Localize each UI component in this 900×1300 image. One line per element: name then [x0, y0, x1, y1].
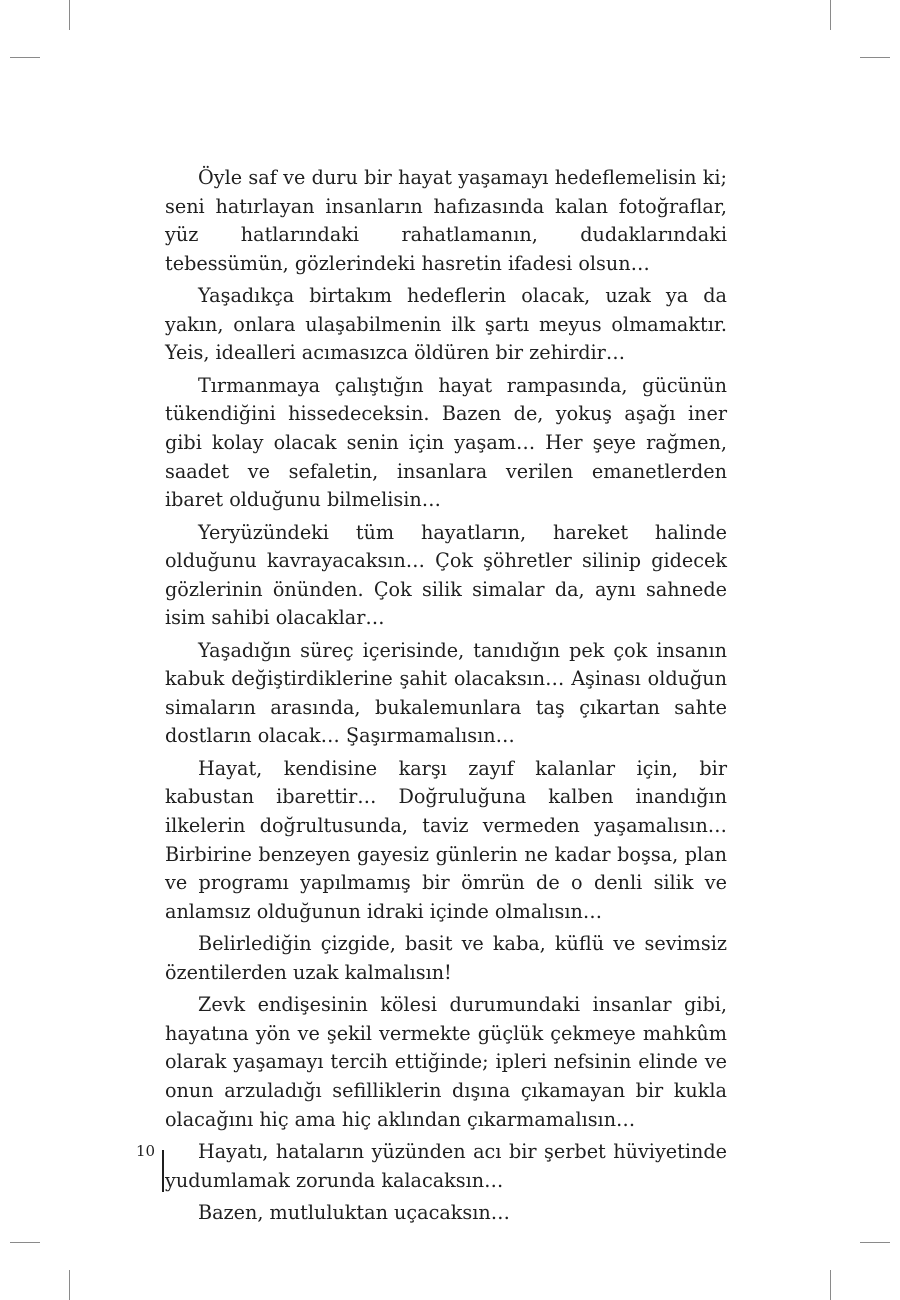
paragraph-1: Öyle saf ve duru bir hayat yaşamayı hedeflemelisin ki; seni hatırlayan insanların hafızasında kalan fotoğraflar, yüz hatlarındaki rahatlamanın, dudaklarındaki tebessümün, gözlerindeki hasretin ifadesi olsun… [165, 166, 727, 275]
crop-mark-top-right-vertical [830, 0, 831, 30]
paragraph-6: Hayat, kendisine karşı zayıf kalanlar için, bir kabustan ibarettir… Doğruluğuna kalben inandığın ilkelerin doğrultusunda, taviz vermeden yaşamalısın… Birbirine benzeyen gayesiz günlerin ne kadar boşsa, plan ve programı yapılmamış bir ömrün de o denli silik ve anlamsız olduğunun idraki içinde olmalısın… [165, 756, 727, 923]
paragraph-8: Zevk endişesinin kölesi durumundaki insanlar gibi, hayatına yön ve şekil vermekte güçlük çekmeye mahkûm olarak yaşamayı tercih ettiğinde; ipleri nefsinin elinde ve onun arzuladığı sefilliklerin dışına çıkamayan bir kukla olacağını hiç ama hiç aklından çıkarmamalısın… [165, 993, 727, 1131]
paragraph-4: Yeryüzündeki tüm hayatların, hareket halinde olduğunu kavrayacaksın… Çok şöhretler silinip gidecek gözlerinin önünden. Çok silik simalar da, aynı sahnede isim sahibi olacaklar… [165, 520, 727, 630]
paragraph-9: Hayatı, hataların yüzünden acı bir şerbet hüviyetinde yudumlamak zorunda kalacaksın… [165, 1139, 727, 1192]
crop-mark-top-right-horizontal [860, 57, 890, 58]
crop-mark-bottom-left-horizontal [10, 1242, 40, 1243]
paragraph-10: Bazen, mutluluktan uçacaksın… [198, 1200, 510, 1224]
crop-mark-bottom-right-horizontal [860, 1242, 890, 1243]
paragraph-5: Yaşadığın süreç içerisinde, tanıdığın pek çok insanın kabuk değiştirdiklerine şahit olacaksın… Aşinası olduğun simaların arasında, bukalemunlara taş çıkartan sahte dostların olacak… Şaşırmamalısın… [165, 638, 727, 748]
crop-mark-bottom-left-vertical [69, 1270, 70, 1300]
page-number: 10 [136, 1142, 156, 1160]
crop-mark-top-left-horizontal [10, 57, 40, 58]
body-text [165, 164, 727, 1231]
page-number-rule [162, 1150, 164, 1192]
crop-mark-bottom-right-vertical [830, 1270, 831, 1300]
paragraph-3: Tırmanmaya çalıştığın hayat rampasında, gücünün tükendiğini hissedeceksin. Bazen de, yokuş aşağı iner gibi kolay olacak senin için yaşam… Her şeye rağmen, saadet ve sefaletin, insanlara verilen emanetlerden ibaret olduğunu bilmelisin… [165, 373, 727, 512]
crop-mark-top-left-vertical [69, 0, 70, 30]
paragraph-7: Belirlediğin çizgide, basit ve kaba, küflü ve sevimsiz özentilerden uzak kalmalısın! [165, 932, 727, 984]
paragraph-2: Yaşadıkça birtakım hedeflerin olacak, uzak ya da yakın, onlara ulaşabilmenin ilk şartı meyus olmamaktır. Yeis, idealleri acımasızca öldüren bir zehirdir… [165, 284, 727, 365]
